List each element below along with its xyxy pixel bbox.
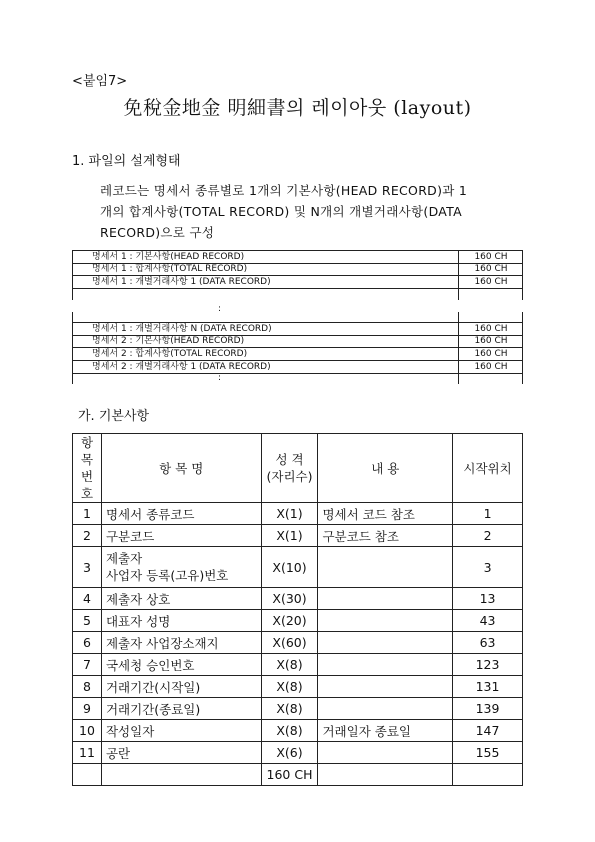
attachment-label: <붙임7> xyxy=(72,74,128,89)
cell-start: 43 xyxy=(453,610,523,632)
cell-name: 거래기간(시작일) xyxy=(101,676,261,698)
record-label: 명세서 1 : 기본사항(HEAD RECORD) xyxy=(92,252,245,262)
table-row xyxy=(73,503,523,525)
record-label: 명세서 1 : 합계사항(TOTAL RECORD) xyxy=(92,264,248,274)
cell-content xyxy=(318,742,453,764)
header-item-name: 항 목 명 xyxy=(101,434,261,503)
cell-no: 3 xyxy=(73,547,102,588)
record-label: 명세서 2 : 합계사항(TOTAL RECORD) xyxy=(92,349,248,359)
cell-content xyxy=(318,588,453,610)
cell-no: 10 xyxy=(73,720,102,742)
cell-no: 8 xyxy=(73,676,102,698)
cell-no: 1 xyxy=(73,503,102,525)
cell-no: 7 xyxy=(73,654,102,676)
cell-content xyxy=(318,698,453,720)
table-total-row xyxy=(73,764,523,786)
record-label: 명세서 2 : 개별거래사항 1 (DATA RECORD) xyxy=(92,362,271,372)
record-left-edge xyxy=(72,322,73,384)
cell-content xyxy=(318,654,453,676)
record-left-edge xyxy=(72,312,73,322)
table-row xyxy=(73,547,523,588)
cell-no: 9 xyxy=(73,698,102,720)
record-length: 160 CH xyxy=(458,335,523,347)
table-row xyxy=(73,632,523,654)
record-label: 명세서 1 : 개별거래사항 1 (DATA RECORD) xyxy=(92,277,271,287)
cell-type: X(6) xyxy=(261,742,318,764)
cell-name: 제출자 상호 xyxy=(101,588,261,610)
cell-content: 명세서 코드 참조 xyxy=(318,503,453,525)
ellipsis: : xyxy=(218,304,222,314)
record-right-edge xyxy=(522,312,523,322)
record-row xyxy=(72,322,522,336)
header-type: 성 격 (자리수) xyxy=(261,434,318,503)
cell-empty xyxy=(453,764,523,786)
cell-name: 작성일자 xyxy=(101,720,261,742)
table-row xyxy=(73,720,523,742)
section-heading-basic-items: 가. 기본사항 xyxy=(78,409,150,424)
table-row xyxy=(73,654,523,676)
cell-start: 63 xyxy=(453,632,523,654)
cell-type: X(8) xyxy=(261,720,318,742)
record-length: 160 CH xyxy=(458,276,523,288)
record-row xyxy=(72,250,522,264)
cell-content xyxy=(318,610,453,632)
paragraph-line: 레코드는 명세서 종류별로 1개의 기본사항(HEAD RECORD)과 1 xyxy=(100,183,468,198)
cell-content xyxy=(318,676,453,698)
cell-start: 2 xyxy=(453,525,523,547)
record-row xyxy=(72,335,522,348)
cell-start: 3 xyxy=(453,547,523,588)
cell-empty xyxy=(318,764,453,786)
cell-start: 131 xyxy=(453,676,523,698)
record-length: 160 CH xyxy=(458,263,523,275)
cell-start: 1 xyxy=(453,503,523,525)
cell-name: 명세서 종류코드 xyxy=(101,503,261,525)
table-row xyxy=(73,588,523,610)
paragraph-line: 개의 합계사항(TOTAL RECORD) 및 N개의 개별거래사항(DATA xyxy=(100,204,462,219)
cell-type: X(1) xyxy=(261,525,318,547)
cell-empty xyxy=(101,764,261,786)
record-label: 명세서 2 : 기본사항(HEAD RECORD) xyxy=(92,336,245,346)
cell-type: X(8) xyxy=(261,654,318,676)
record-length: 160 CH xyxy=(458,251,523,263)
header-start-position: 시작위치 xyxy=(453,434,523,503)
cell-content xyxy=(318,547,453,588)
cell-name: 구분코드 xyxy=(101,525,261,547)
table-row xyxy=(73,742,523,764)
cell-no: 4 xyxy=(73,588,102,610)
cell-name: 제출자 사업장소재지 xyxy=(101,632,261,654)
cell-type: X(8) xyxy=(261,698,318,720)
page-title: 免稅金地金 明細書의 레이아웃 (layout) xyxy=(123,97,472,119)
cell-start: 123 xyxy=(453,654,523,676)
cell-no: 11 xyxy=(73,742,102,764)
cell-start: 155 xyxy=(453,742,523,764)
record-label: 명세서 1 : 개별거래사항 N (DATA RECORD) xyxy=(92,324,272,334)
cell-type: X(8) xyxy=(261,676,318,698)
cell-content: 구분코드 참조 xyxy=(318,525,453,547)
record-row xyxy=(72,276,522,289)
cell-name: 국세청 승인번호 xyxy=(101,654,261,676)
table-row xyxy=(73,676,523,698)
record-left-edge xyxy=(72,250,73,300)
cell-content xyxy=(318,632,453,654)
record-right-edge xyxy=(522,322,523,384)
cell-no: 5 xyxy=(73,610,102,632)
cell-type: X(10) xyxy=(261,547,318,588)
record-row xyxy=(72,263,522,276)
cell-name: 공란 xyxy=(101,742,261,764)
record-divider xyxy=(458,312,459,322)
record-divider xyxy=(458,289,459,300)
cell-start: 147 xyxy=(453,720,523,742)
cell-start: 139 xyxy=(453,698,523,720)
cell-start: 13 xyxy=(453,588,523,610)
header-content: 내 용 xyxy=(318,434,453,503)
cell-no: 2 xyxy=(73,525,102,547)
cell-total-length: 160 CH xyxy=(261,764,318,786)
record-divider xyxy=(458,374,459,384)
cell-name: 제출자 사업자 등록(고유)번호 xyxy=(101,547,261,588)
section-heading-file-design: 1. 파일의 설계형태 xyxy=(72,154,181,169)
section-paragraph xyxy=(100,180,525,243)
cell-no: 6 xyxy=(73,632,102,654)
table-header-row xyxy=(73,434,523,503)
record-length: 160 CH xyxy=(458,323,523,335)
record-row xyxy=(72,361,522,374)
table-row xyxy=(73,698,523,720)
cell-empty xyxy=(73,764,102,786)
table-row xyxy=(73,610,523,632)
cell-type: X(20) xyxy=(261,610,318,632)
paragraph-line: RECORD)으로 구성 xyxy=(100,225,215,240)
cell-type: X(1) xyxy=(261,503,318,525)
record-row xyxy=(72,348,522,361)
cell-type: X(30) xyxy=(261,588,318,610)
record-length: 160 CH xyxy=(458,348,523,360)
header-item-number: 항목 번호 xyxy=(73,434,102,503)
record-right-edge xyxy=(522,250,523,300)
field-layout-table xyxy=(72,433,523,786)
ellipsis: : xyxy=(218,373,222,383)
cell-type: X(60) xyxy=(261,632,318,654)
cell-name: 대표자 성명 xyxy=(101,610,261,632)
table-row xyxy=(73,525,523,547)
cell-name: 거래기간(종료일) xyxy=(101,698,261,720)
cell-content: 거래일자 종료일 xyxy=(318,720,453,742)
record-length: 160 CH xyxy=(458,361,523,373)
